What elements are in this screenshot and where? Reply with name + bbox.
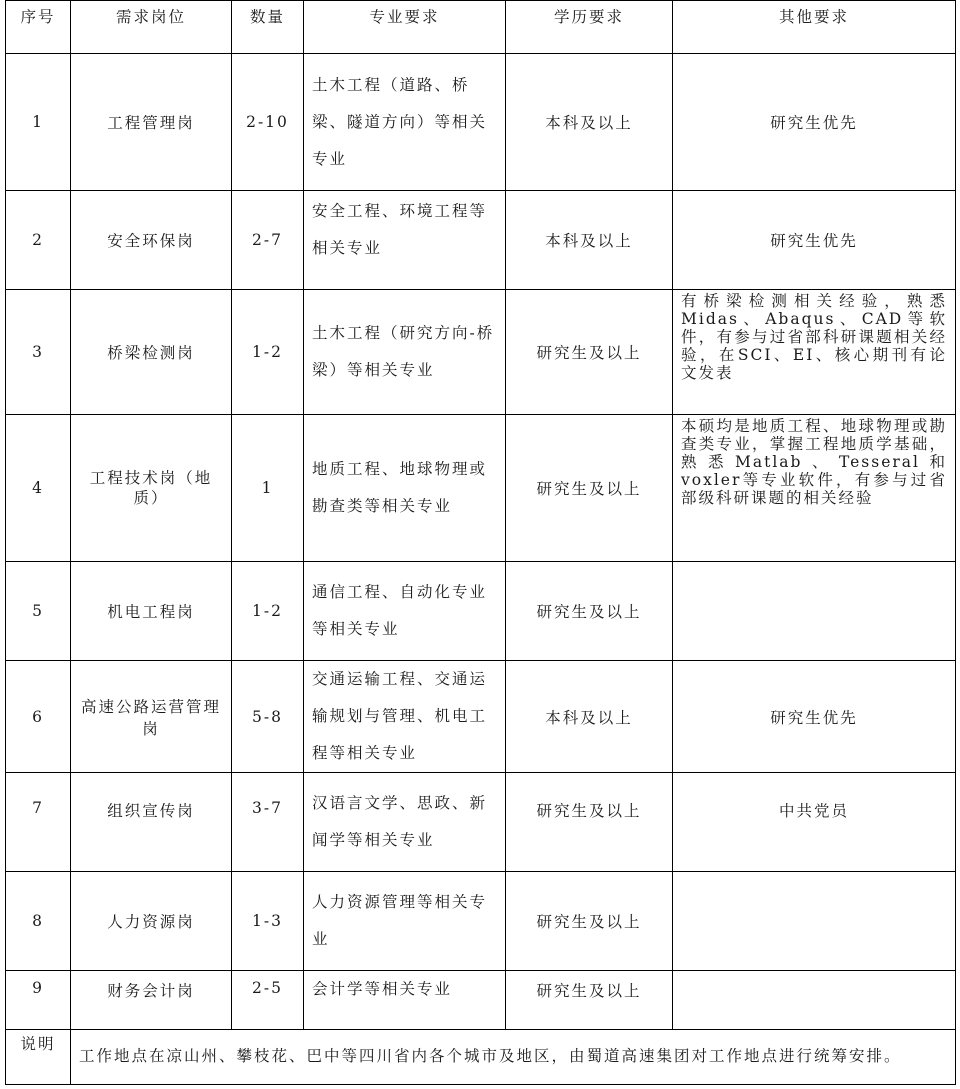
cell-major: 安全工程、环境工程等相关专业 — [304, 191, 506, 290]
header-no: 序号 — [6, 1, 71, 54]
note-text: 工作地点在凉山州、攀枝花、巴中等四川省内各个城市及地区，由蜀道高速集团对工作地点进行统筹安排。 — [71, 1030, 956, 1085]
cell-edu: 研究生及以上 — [506, 290, 673, 415]
cell-major: 人力资源管理等相关专业 — [304, 872, 506, 971]
cell-qty: 2-10 — [232, 54, 304, 191]
cell-other: 中共党员 — [673, 773, 956, 872]
table-row — [6, 415, 956, 562]
cell-other: 研究生优先 — [673, 191, 956, 290]
cell-no: 8 — [6, 872, 71, 971]
cell-no: 6 — [6, 661, 71, 773]
cell-post: 工程管理岗 — [71, 54, 232, 191]
cell-edu: 研究生及以上 — [506, 562, 673, 661]
cell-other: 有桥梁检测相关经验，熟悉Midas、Abaqus、CAD等软件，有参与过省部科研课题相关经验，在SCI、EI、核心期刊有论文发表 — [673, 290, 956, 415]
cell-no: 3 — [6, 290, 71, 415]
cell-edu: 本科及以上 — [506, 661, 673, 773]
cell-no: 5 — [6, 562, 71, 661]
cell-other: 研究生优先 — [673, 54, 956, 191]
table-row — [6, 971, 956, 1030]
cell-post: 财务会计岗 — [71, 971, 232, 1030]
recruitment-table — [5, 0, 956, 1085]
note-row — [6, 1030, 956, 1085]
table-row — [6, 562, 956, 661]
cell-major: 会计学等相关专业 — [304, 971, 506, 1030]
header-edu: 学历要求 — [506, 1, 673, 54]
cell-qty: 3-7 — [232, 773, 304, 872]
table-row — [6, 773, 956, 872]
cell-qty: 1-2 — [232, 290, 304, 415]
cell-edu: 研究生及以上 — [506, 773, 673, 872]
cell-major: 地质工程、地球物理或勘查类等相关专业 — [304, 415, 506, 562]
table-row — [6, 872, 956, 971]
cell-no: 4 — [6, 415, 71, 562]
cell-qty: 1 — [232, 415, 304, 562]
cell-major: 土木工程（研究方向-桥梁）等相关专业 — [304, 290, 506, 415]
cell-qty: 2-7 — [232, 191, 304, 290]
cell-major: 土木工程（道路、桥梁、隧道方向）等相关专业 — [304, 54, 506, 191]
cell-edu: 研究生及以上 — [506, 971, 673, 1030]
table-row — [6, 661, 956, 773]
cell-qty: 2-5 — [232, 971, 304, 1030]
cell-post: 高速公路运营管理岗 — [71, 661, 232, 773]
cell-post: 组织宣传岗 — [71, 773, 232, 872]
cell-no: 2 — [6, 191, 71, 290]
table-row — [6, 191, 956, 290]
cell-post: 桥梁检测岗 — [71, 290, 232, 415]
cell-major: 通信工程、自动化专业等相关专业 — [304, 562, 506, 661]
cell-post: 机电工程岗 — [71, 562, 232, 661]
header-qty: 数量 — [232, 1, 304, 54]
table-row — [6, 54, 956, 191]
cell-other — [673, 872, 956, 971]
cell-qty: 5-8 — [232, 661, 304, 773]
cell-edu: 研究生及以上 — [506, 415, 673, 562]
header-row — [6, 1, 956, 54]
table-row — [6, 290, 956, 415]
header-major: 专业要求 — [304, 1, 506, 54]
cell-post: 安全环保岗 — [71, 191, 232, 290]
cell-major: 交通运输工程、交通运输规划与管理、机电工程等相关专业 — [304, 661, 506, 773]
cell-qty: 1-2 — [232, 562, 304, 661]
cell-major: 汉语言文学、思政、新闻学等相关专业 — [304, 773, 506, 872]
cell-no: 1 — [6, 54, 71, 191]
cell-no: 9 — [6, 971, 71, 1030]
cell-post: 工程技术岗（地质） — [71, 415, 232, 562]
cell-other: 本硕均是地质工程、地球物理或勘查类专业，掌握工程地质学基础，熟悉Matlab、Tesseral和voxler等专业软件，有参与过省部级科研课题的相关经验 — [673, 415, 956, 562]
cell-other — [673, 562, 956, 661]
cell-other: 研究生优先 — [673, 661, 956, 773]
note-label: 说明 — [6, 1030, 71, 1085]
header-post: 需求岗位 — [71, 1, 232, 54]
cell-qty: 1-3 — [232, 872, 304, 971]
cell-edu: 本科及以上 — [506, 54, 673, 191]
cell-no: 7 — [6, 773, 71, 872]
cell-other — [673, 971, 956, 1030]
cell-edu: 研究生及以上 — [506, 872, 673, 971]
cell-edu: 本科及以上 — [506, 191, 673, 290]
cell-post: 人力资源岗 — [71, 872, 232, 971]
header-other: 其他要求 — [673, 1, 956, 54]
